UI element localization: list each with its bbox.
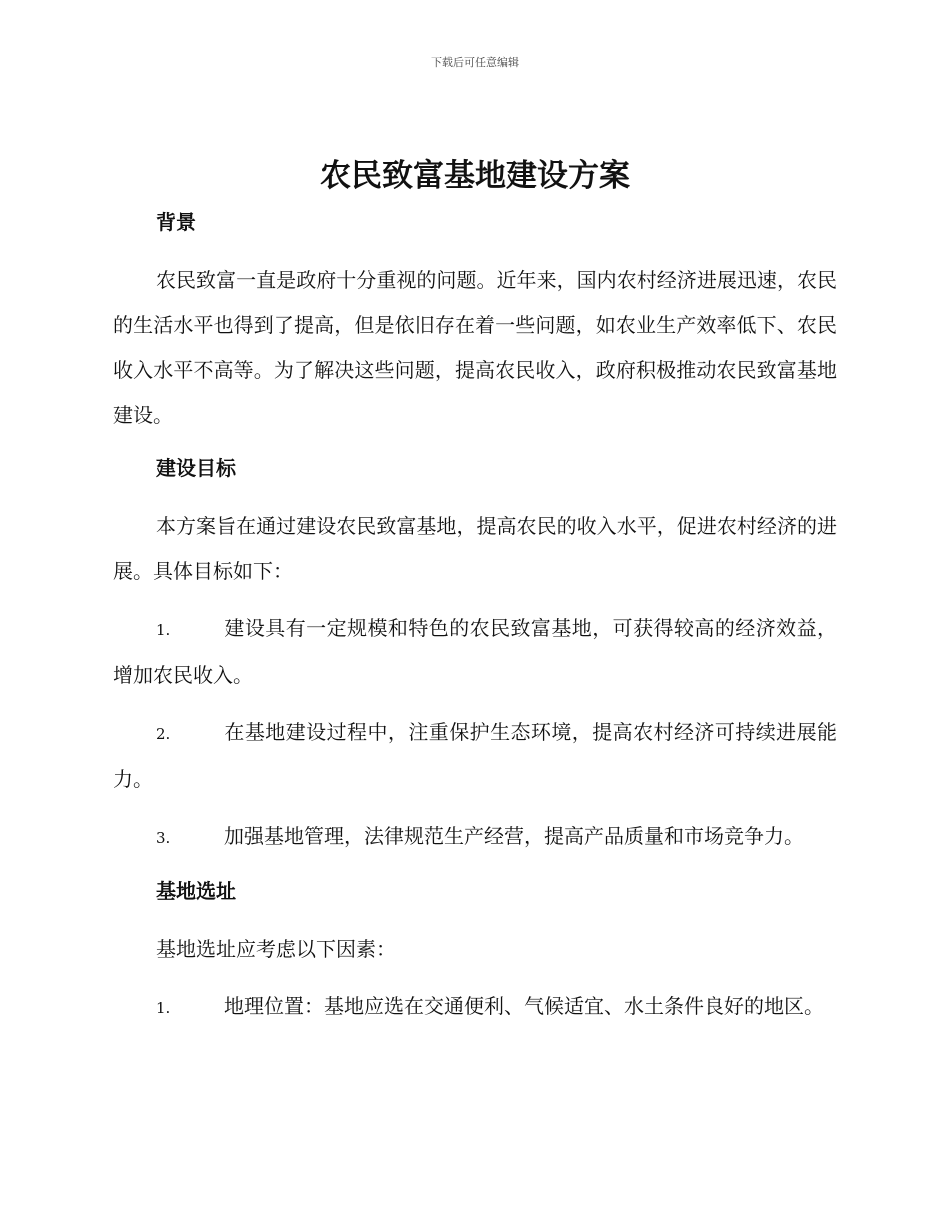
list-number: 3.: [156, 829, 171, 847]
goals-list-item: [113, 606, 837, 698]
goals-list-item: [113, 814, 837, 861]
background-paragraph: 农民致富一直是政府十分重视的问题。近年来，国内农村经济进展迅速，农民的生活水平也得到了提高，但是依旧存在着一些问题，如农业生产效率低下、农民收入水平不高等。为了解决这些问题，提高农民收入，政府积极推动农民致富基地建设。: [113, 268, 837, 427]
goals-intro-paragraph: 本方案旨在通过建设农民致富基地，提高农民的收入水平，促进农村经济的进展。具体目标如下：: [113, 514, 837, 583]
goals-list-item: [113, 710, 837, 802]
list-item-text: 地理位置：基地应选在交通便利、气候适宜、水土条件良好的地区。: [224, 994, 824, 1018]
list-item-text: 在基地建设过程中，注重保护生态环境，提高农村经济可持续进展能力。: [113, 720, 837, 791]
list-item-text: 建设具有一定规模和特色的农民致富基地，可获得较高的经济效益，增加农民收入。: [113, 616, 837, 687]
header-note: 下载后可任意编辑: [431, 56, 519, 69]
document-body: [113, 204, 837, 1043]
list-number: 2.: [156, 725, 171, 743]
section-heading-site: 基地选址: [156, 879, 236, 903]
list-number: 1.: [156, 999, 171, 1017]
site-intro-paragraph: 基地选址应考虑以下因素：: [156, 937, 396, 961]
section-heading-goals: 建设目标: [156, 456, 236, 480]
section-heading-background: 背景: [156, 210, 196, 234]
list-number: 1.: [156, 621, 171, 639]
site-list-item: [113, 984, 837, 1031]
list-item-text: 加强基地管理，法律规范生产经营，提高产品质量和市场竞争力。: [224, 824, 804, 848]
document-title: 农民致富基地建设方案: [320, 158, 630, 194]
